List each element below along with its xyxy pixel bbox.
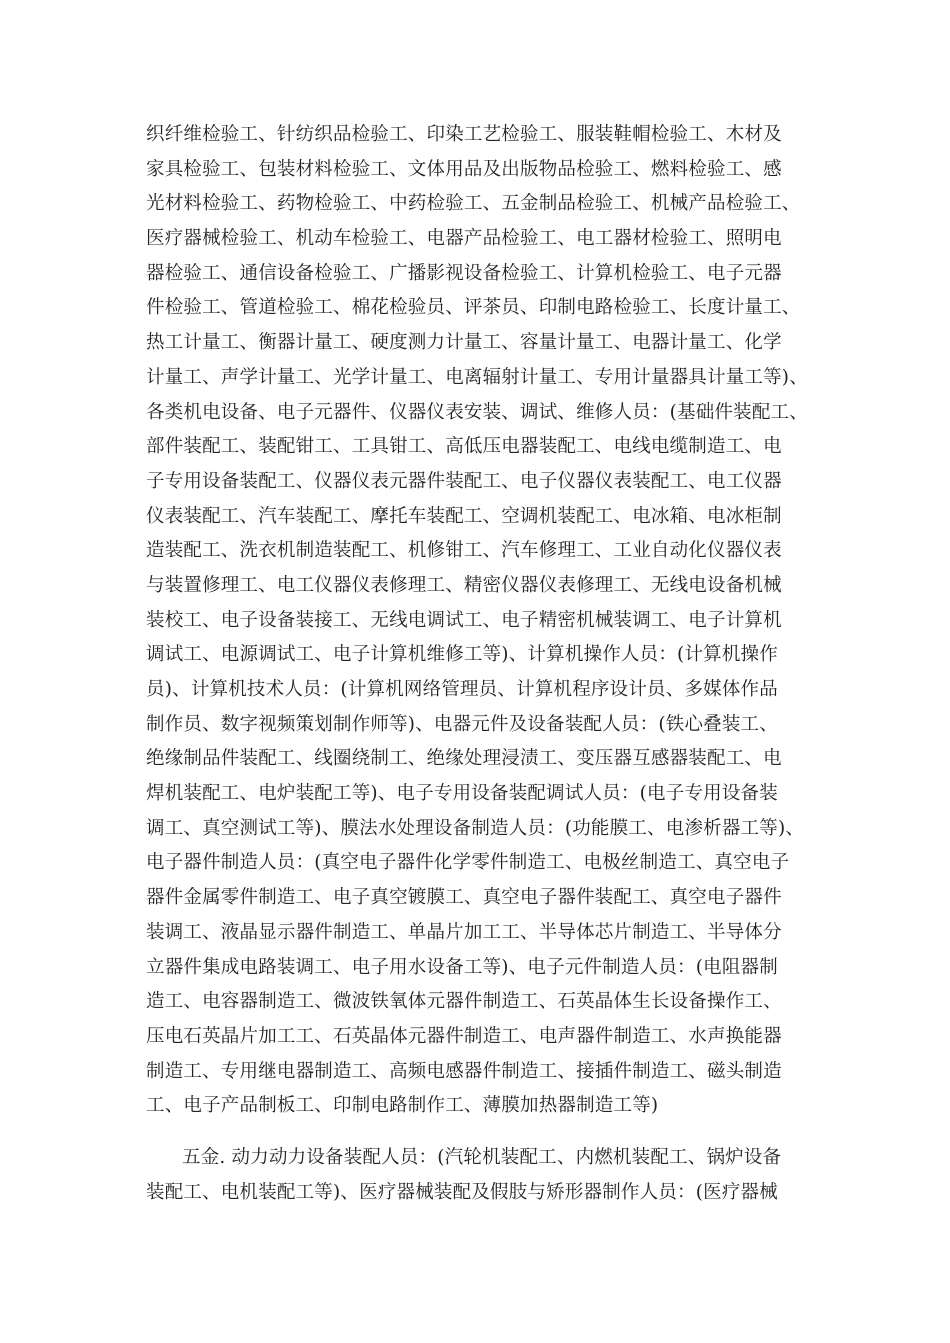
paragraph-line: 调工、真空测试工等)、膜法水处理设备制造人员：(功能膜工、电渗析器工等)、 bbox=[146, 817, 805, 839]
paragraph-line: 绝缘制品件装配工、线圈绕制工、绝缘处理浸渍工、变压器互感器装配工、电 bbox=[146, 748, 782, 770]
paragraph-line: 医疗器械检验工、机动车检验工、电器产品检验工、电工器材检验工、照明电 bbox=[146, 228, 782, 250]
paragraph-line: 仪表装配工、汽车装配工、摩托车装配工、空调机装配工、电冰箱、电冰柜制 bbox=[146, 505, 782, 527]
paragraph-line: 装调工、液晶显示器件制造工、单晶片加工工、半导体芯片制造工、半导体分 bbox=[146, 921, 782, 943]
paragraph-line: 与装置修理工、电工仪器仪表修理工、精密仪器仪表修理工、无线电设备机械 bbox=[146, 574, 782, 596]
paragraph-line: 五金. 动力动力设备装配人员：(汽轮机装配工、内燃机装配工、锅炉设备 bbox=[182, 1147, 782, 1168]
paragraph-line: 装配工、电机装配工等)、医疗器械装配及假肢与矫形器制作人员：(医疗器械 bbox=[146, 1181, 778, 1203]
paragraph-line: 光材料检验工、药物检验工、中药检验工、五金制品检验工、机械产品检验工、 bbox=[146, 193, 801, 215]
paragraph-line: 造工、电容器制造工、微波铁氧体元器件制造工、石英晶体生长设备操作工、 bbox=[146, 991, 782, 1013]
paragraph-line: 制作员、数字视频策划制作师等)、电器元件及设备装配人员：(铁心叠装工、 bbox=[146, 713, 778, 735]
paragraph-line: 员)、计算机技术人员：(计算机网络管理员、计算机程序设计员、多媒体作品 bbox=[146, 679, 778, 700]
paragraph-line: 工、电子产品制板工、印制电路制作工、薄膜加热器制造工等) bbox=[146, 1095, 659, 1117]
paragraph-line: 电子器件制造人员：(真空电子器件化学零件制造工、电极丝制造工、真空电子 bbox=[146, 852, 790, 874]
paragraph-line: 织纤维检验工、针纺织品检验工、印染工艺检验工、服装鞋帽检验工、木材及 bbox=[146, 124, 782, 145]
body-paragraph bbox=[146, 118, 806, 1124]
paragraph-line: 家具检验工、包装材料检验工、文体用品及出版物品检验工、燃料检验工、感 bbox=[146, 158, 782, 180]
paragraph-line: 各类机电设备、电子元器件、仪器仪表安装、调试、维修人员：(基础件装配工、 bbox=[146, 401, 808, 423]
paragraph-line: 调试工、电源调试工、电子计算机维修工等)、计算机操作人员：(计算机操作 bbox=[146, 644, 778, 666]
paragraph-line: 子专用设备装配工、仪器仪表元器件装配工、电子仪器仪表装配工、电工仪器 bbox=[146, 470, 782, 492]
paragraph-line: 热工计量工、衡器计量工、硬度测力计量工、容量计量工、电器计量工、化学 bbox=[146, 332, 782, 354]
paragraph-line: 焊机装配工、电炉装配工等)、电子专用设备装配调试人员：(电子专用设备装 bbox=[146, 783, 778, 805]
paragraph-line: 计量工、声学计量工、光学计量工、电离辐射计量工、专用计量器具计量工等)、 bbox=[146, 366, 808, 388]
paragraph-line: 压电石英晶片加工工、石英晶体元器件制造工、电声器件制造工、水声换能器 bbox=[146, 1025, 782, 1047]
body-paragraph bbox=[146, 1141, 806, 1210]
paragraph-line: 制造工、专用继电器制造工、高频电感器件制造工、接插件制造工、磁头制造 bbox=[146, 1060, 782, 1082]
paragraph-line: 造装配工、洗衣机制造装配工、机修钳工、汽车修理工、工业自动化仪器仪表 bbox=[146, 540, 782, 562]
paragraph-line: 立器件集成电路装调工、电子用水设备工等)、电子元件制造人员：(电阻器制 bbox=[146, 956, 778, 978]
paragraph-line: 件检验工、管道检验工、棉花检验员、评茶员、印制电路检验工、长度计量工、 bbox=[146, 297, 801, 319]
paragraph-line: 器件金属零件制造工、电子真空镀膜工、真空电子器件装配工、真空电子器件 bbox=[146, 887, 782, 909]
paragraph-line: 部件装配工、装配钳工、工具钳工、高低压电器装配工、电线电缆制造工、电 bbox=[146, 436, 782, 458]
paragraph-line: 装校工、电子设备装接工、无线电调试工、电子精密机械装调工、电子计算机 bbox=[146, 609, 782, 631]
paragraph-line: 器检验工、通信设备检验工、广播影视设备检验工、计算机检验工、电子元器 bbox=[146, 262, 782, 284]
